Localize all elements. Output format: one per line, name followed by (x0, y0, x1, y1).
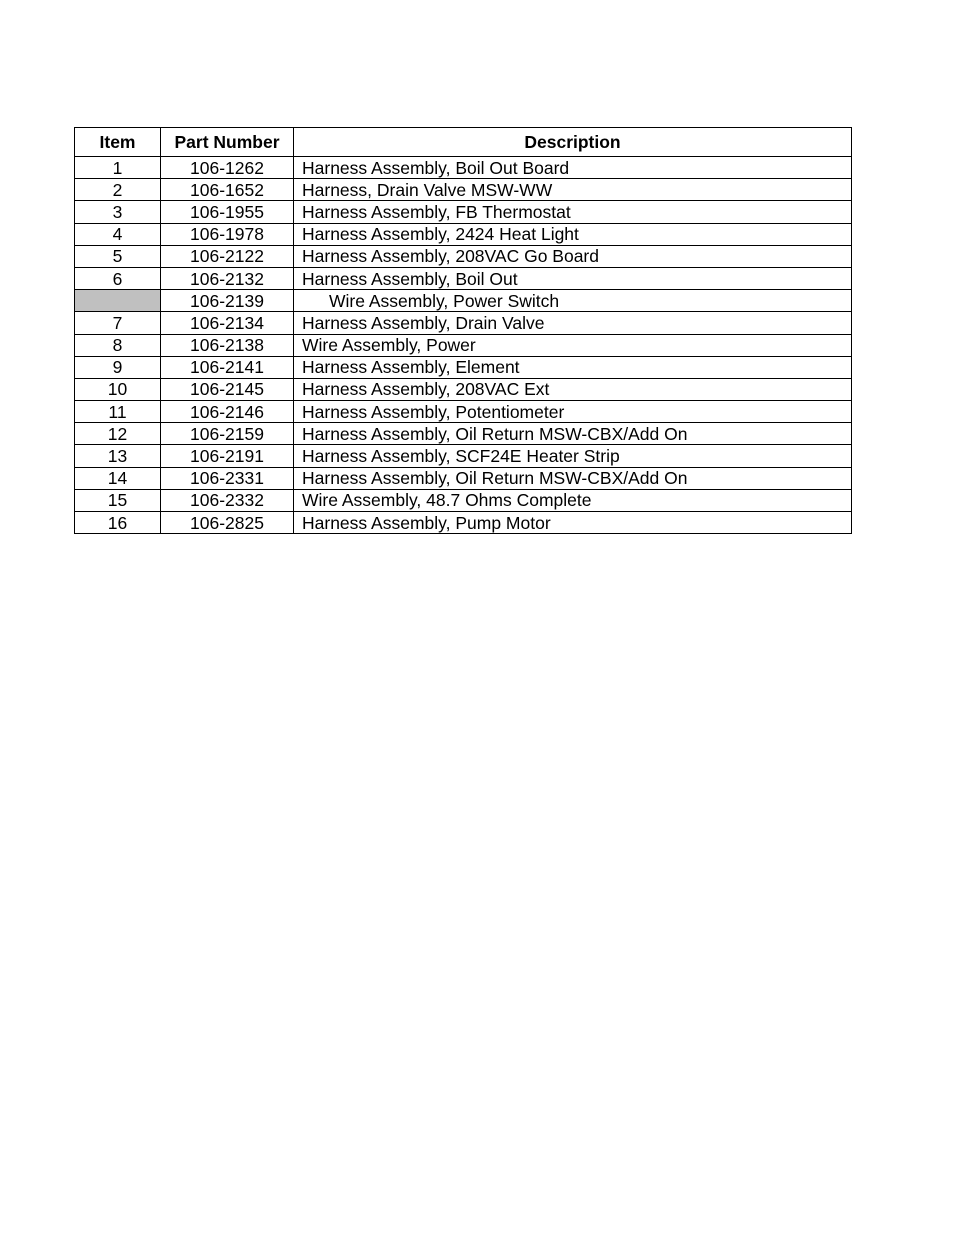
part-number-cell: 106-2332 (161, 489, 294, 511)
item-cell: 3 (75, 201, 161, 223)
item-cell: 10 (75, 378, 161, 400)
part-number-cell: 106-1955 (161, 201, 294, 223)
part-number-cell: 106-2191 (161, 445, 294, 467)
description-cell: Harness Assembly, 2424 Heat Light (294, 223, 852, 245)
item-cell: 13 (75, 445, 161, 467)
table-header-row (75, 128, 852, 157)
part-number-cell: 106-2138 (161, 334, 294, 356)
description-cell: Harness Assembly, Pump Motor (294, 512, 852, 534)
item-cell: 2 (75, 179, 161, 201)
description-cell: Wire Assembly, Power (294, 334, 852, 356)
description-cell: Wire Assembly, Power Switch (294, 290, 852, 312)
table-row (75, 401, 852, 423)
part-number-cell: 106-2159 (161, 423, 294, 445)
description-cell: Harness Assembly, Oil Return MSW-CBX/Add On (294, 423, 852, 445)
table-row (75, 245, 852, 267)
parts-table (74, 127, 852, 534)
part-number-cell: 106-1262 (161, 157, 294, 179)
table-row (75, 512, 852, 534)
description-cell: Harness Assembly, Potentiometer (294, 401, 852, 423)
item-cell: 14 (75, 467, 161, 489)
table-row (75, 312, 852, 334)
part-number-cell: 106-1652 (161, 179, 294, 201)
table-row (75, 179, 852, 201)
description-cell: Harness Assembly, Boil Out Board (294, 157, 852, 179)
table-row (75, 267, 852, 289)
header-description: Description (294, 128, 852, 157)
description-cell: Wire Assembly, 48.7 Ohms Complete (294, 489, 852, 511)
item-cell: 8 (75, 334, 161, 356)
item-cell: 6 (75, 267, 161, 289)
table-row (75, 445, 852, 467)
table-row (75, 423, 852, 445)
item-cell: 15 (75, 489, 161, 511)
description-cell: Harness Assembly, Element (294, 356, 852, 378)
item-cell-empty (75, 290, 161, 312)
table-row (75, 334, 852, 356)
item-cell: 9 (75, 356, 161, 378)
item-cell: 1 (75, 157, 161, 179)
table-row (75, 378, 852, 400)
table-row (75, 467, 852, 489)
part-number-cell: 106-1978 (161, 223, 294, 245)
item-cell: 16 (75, 512, 161, 534)
item-cell: 11 (75, 401, 161, 423)
table-row (75, 223, 852, 245)
part-number-cell: 106-2145 (161, 378, 294, 400)
part-number-cell: 106-2825 (161, 512, 294, 534)
table-row (75, 157, 852, 179)
table-row (75, 356, 852, 378)
part-number-cell: 106-2134 (161, 312, 294, 334)
description-cell: Harness Assembly, 208VAC Go Board (294, 245, 852, 267)
description-cell: Harness, Drain Valve MSW-WW (294, 179, 852, 201)
table-row (75, 489, 852, 511)
part-number-cell: 106-2122 (161, 245, 294, 267)
description-cell: Harness Assembly, FB Thermostat (294, 201, 852, 223)
part-number-cell: 106-2146 (161, 401, 294, 423)
part-number-cell: 106-2331 (161, 467, 294, 489)
item-cell: 12 (75, 423, 161, 445)
item-cell: 5 (75, 245, 161, 267)
description-cell: Harness Assembly, Oil Return MSW-CBX/Add On (294, 467, 852, 489)
part-number-cell: 106-2139 (161, 290, 294, 312)
item-cell: 7 (75, 312, 161, 334)
part-number-cell: 106-2132 (161, 267, 294, 289)
description-cell: Harness Assembly, Boil Out (294, 267, 852, 289)
header-part-number: Part Number (161, 128, 294, 157)
description-cell: Harness Assembly, SCF24E Heater Strip (294, 445, 852, 467)
item-cell: 4 (75, 223, 161, 245)
table-row (75, 201, 852, 223)
description-cell: Harness Assembly, 208VAC Ext (294, 378, 852, 400)
table-row-subitem (75, 290, 852, 312)
part-number-cell: 106-2141 (161, 356, 294, 378)
description-cell: Harness Assembly, Drain Valve (294, 312, 852, 334)
header-item: Item (75, 128, 161, 157)
